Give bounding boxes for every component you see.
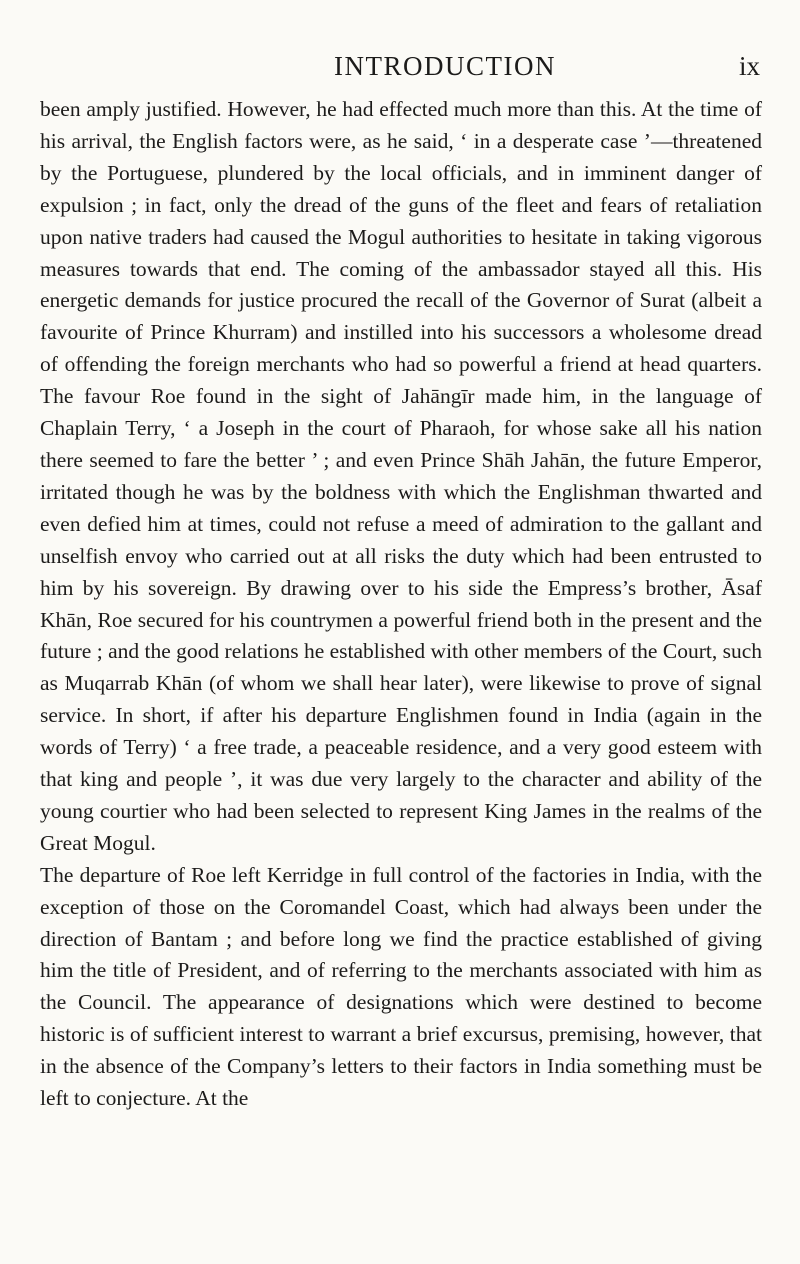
body-text <box>40 94 762 1115</box>
paragraph-1: been amply justified. However, he had effected much more than this. At the time of his arrival, the English factors were, as he said, ‘ in a desperate case ’—threatened by the Portuguese, plundered by the local officials, and in imminent danger of expulsion ; in fact, only the dread of the guns of the fleet and fears of retaliation upon native traders had caused the Mogul authorities to hesitate in taking vigorous measures towards that end. The coming of the ambassador stayed all this. His energetic demands for justice procured the recall of the Governor of Surat (albeit a favourite of Prince Khurram) and instilled into his successors a wholesome dread of offending the foreign merchants who had so powerful a friend at head quarters. The favour Roe found in the sight of Jahāngīr made him, in the language of Chaplain Terry, ‘ a Joseph in the court of Pharaoh, for whose sake all his nation there seemed to fare the better ’ ; and even Prince Shāh Jahān, the future Emperor, irritated though he was by the boldness with which the Englishman thwarted and even defied him at times, could not refuse a meed of admiration to the gallant and unselfish envoy who carried out at all risks the duty which had been entrusted to him by his sovereign. By drawing over to his side the Empress’s brother, Āsaf Khān, Roe secured for his countrymen a powerful friend both in the present and the future ; and the good relations he established with other members of the Court, such as Muqarrab Khān (of whom we shall hear later), were likewise to prove of signal service. In short, if after his departure Englishmen found in India (again in the words of Terry) ‘ a free trade, a peaceable residence, and a very good esteem with that king and people ’, it was due very largely to the character and ability of the young courtier who had been selected to represent King James in the realms of the Great Mogul. <box>40 97 762 855</box>
running-head <box>130 46 760 86</box>
page-number: ix <box>738 51 760 81</box>
page-title: INTRODUCTION <box>334 51 556 81</box>
paragraph-2: The departure of Roe left Kerridge in full control of the factories in India, with the exception of those on the Coromandel Coast, which had always been under the direction of Bantam ; and before long we find the practice established of giving him the title of President, and of referring to the merchants associated with him as the Council. The appearance of designations which were destined to become historic is of sufficient interest to warrant a brief excursus, premising, however, that in the absence of the Company’s letters to their factors in India something must be left to conjecture. At the <box>40 862 762 1111</box>
